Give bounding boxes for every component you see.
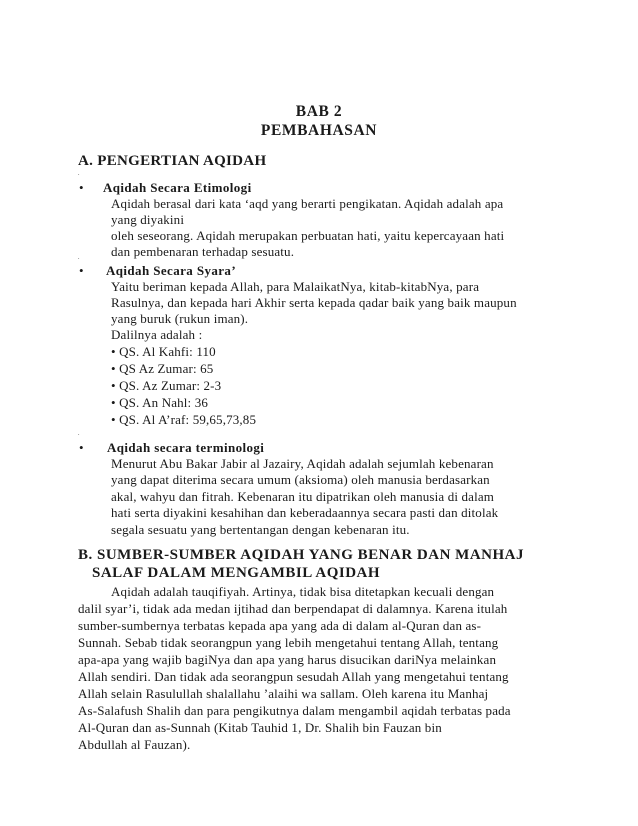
section-b-paragraph-line: dalil syar’i, tidak ada medan ijtihad dan berpendapat di dalamnya. Karena itulah (78, 601, 508, 616)
sub3-line: Menurut Abu Bakar Jabir al Jazairy, Aqidah adalah sejumlah kebenaran (111, 456, 494, 471)
sub2-list-item: • QS. Al A’raf: 59,65,73,85 (111, 412, 257, 427)
sub3-line: hati serta diyakini kesahihan dan keberadaannya secara pasti dan ditolak (111, 505, 499, 520)
section-b-paragraph-line: As-Salafush Shalih dan para pengikutnya dalam mengambil aqidah terbatas pada (78, 703, 511, 718)
chapter-number: BAB 2 (295, 103, 343, 120)
bullet-icon: • (79, 440, 84, 455)
sub2-list-item: • QS Az Zumar: 65 (111, 361, 214, 376)
sub1-title: Aqidah Secara Etimologi (103, 180, 252, 195)
stray-dot: . (78, 431, 80, 437)
sub2-list-item: • QS. Al Kahfi: 110 (111, 344, 216, 359)
sub3-line: yang dapat diterima secara umum (aksioma) oleh manusia berdasarkan (111, 472, 490, 487)
section-b-paragraph-line: Aqidah adalah tauqifiyah. Artinya, tidak bisa ditetapkan kecuali dengan (111, 584, 495, 599)
sub1-line: dan pembenaran terhadap sesuatu. (111, 244, 295, 259)
sub3-line: akal, wahyu dan fitrah. Kebenaran itu dipatrikan oleh manusia di dalam (111, 489, 495, 504)
section-a-heading: A. PENGERTIAN AQIDAH (78, 153, 267, 169)
section-b-paragraph-line: Sunnah. Sebab tidak seorangpun yang lebih mengetahui tentang Allah, tentang (78, 635, 499, 650)
section-b-paragraph-line: sumber-sumbernya terbatas kepada apa yang ada di dalam al-Quran dan as- (78, 618, 482, 633)
sub2-line: Rasulnya, dan kepada hari Akhir serta kepada qadar baik yang baik maupun (111, 295, 517, 310)
stray-dot: . (78, 255, 80, 261)
section-b-heading: SALAF DALAM MENGAMBIL AQIDAH (92, 565, 381, 581)
section-b-paragraph-line: Abdullah al Fauzan). (78, 737, 191, 752)
section-b-paragraph-line: Al-Quran dan as-Sunnah (Kitab Tauhid 1, Dr. Shalih bin Fauzan bin (78, 720, 442, 735)
sub2-title: Aqidah Secara Syara’ (106, 263, 237, 278)
bullet-icon: • (79, 263, 84, 278)
sub3-line: segala sesuatu yang bertentangan dengan kebenaran itu. (111, 522, 410, 537)
section-b-paragraph-line: apa-apa yang wajib bagiNya dan apa yang harus disucikan dariNya melainkan (78, 652, 497, 667)
sub2-list-item: • QS. Az Zumar: 2-3 (111, 378, 222, 393)
sub1-line: yang diyakini (111, 212, 185, 227)
stray-dot: . (78, 171, 80, 177)
bullet-icon: • (79, 180, 84, 195)
sub2-line: yang buruk (rukun iman). (111, 311, 249, 326)
sub2-line: Yaitu beriman kepada Allah, para MalaikatNya, kitab-kitabNya, para (111, 279, 480, 294)
section-b-paragraph-line: Allah selain Rasulullah shalallahu ’alaihi wa sallam. Oleh karena itu Manhaj (78, 686, 489, 701)
sub2-list-item: • QS. An Nahl: 36 (111, 395, 209, 410)
section-b-heading: B. SUMBER-SUMBER AQIDAH YANG BENAR DAN MANHAJ (78, 547, 525, 563)
sub1-line: Aqidah berasal dari kata ‘aqd yang berarti pengikatan. Aqidah adalah apa (111, 196, 504, 211)
chapter-title: PEMBAHASAN (260, 122, 378, 139)
section-b-paragraph-line: Allah sendiri. Dan tidak ada seorangpun sesudah Allah yang mengetahui tentang (78, 669, 509, 684)
sub2-line: Dalilnya adalah : (111, 327, 203, 342)
sub1-line: oleh seseorang. Aqidah merupakan perbuatan hati, yaitu kepercayaan hati (111, 228, 505, 243)
sub3-title: Aqidah secara terminologi (107, 440, 265, 455)
